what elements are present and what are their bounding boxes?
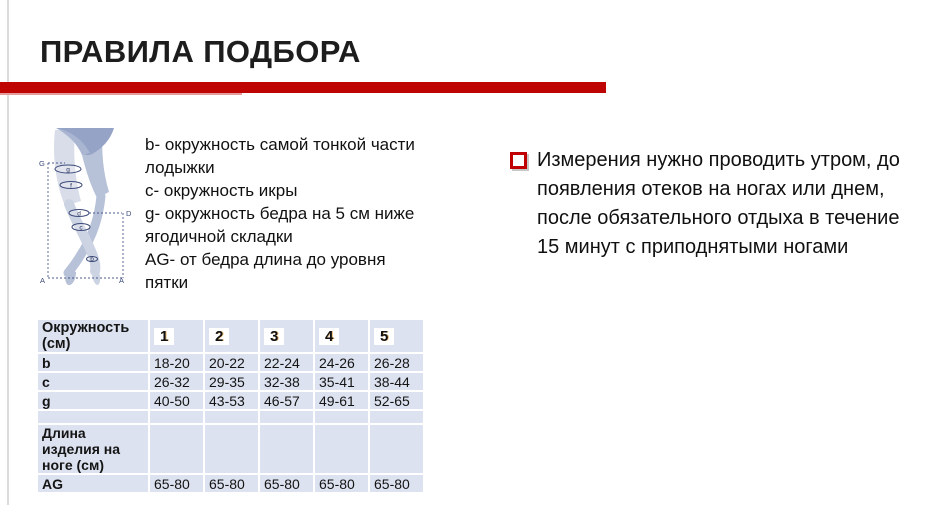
- label-G: G: [39, 159, 45, 168]
- desc-line-ag: AG- от бедра длина до уровня пятки: [145, 250, 386, 292]
- size-chip: 1: [154, 328, 174, 345]
- label-c-band: c: [79, 224, 83, 232]
- red-square-bullet-icon: [510, 152, 527, 169]
- cell: 49-61: [315, 392, 368, 409]
- cell: [315, 411, 368, 423]
- table-row-ag: [38, 475, 423, 492]
- cell: 65-80: [315, 475, 368, 492]
- cell: 22-24: [260, 354, 313, 371]
- cell: 46-57: [260, 392, 313, 409]
- cell: 52-65: [370, 392, 423, 409]
- label-A-right: A: [119, 276, 125, 285]
- label-D: D: [126, 209, 132, 218]
- page-title: ПРАВИЛА ПОДБОРА: [40, 33, 361, 69]
- table-row-g: [38, 392, 423, 409]
- desc-line-b: b- окружность самой тонкой части лодыжки: [145, 135, 415, 177]
- legs-drawing: [54, 128, 114, 285]
- desc-line-g: g- окружность бедра на 5 см ниже ягодичной складки: [145, 204, 415, 246]
- header-size-2: [205, 320, 258, 352]
- row-label: AG: [38, 475, 148, 492]
- table-row-length: [38, 425, 423, 473]
- cell: 29-35: [205, 373, 258, 390]
- size-chip: 4: [319, 328, 339, 345]
- table-spacer-row: [38, 411, 423, 423]
- slide-edge-line: [7, 0, 9, 505]
- size-chip: 5: [374, 328, 394, 345]
- title-accent-bar-secondary: [0, 93, 242, 95]
- label-A-left: A: [40, 276, 46, 285]
- size-chip: 3: [264, 328, 284, 345]
- title-accent-bar: [0, 82, 606, 93]
- label-d-band: d: [77, 210, 81, 218]
- cell: [205, 425, 258, 473]
- size-table: [36, 318, 425, 494]
- cell: [260, 425, 313, 473]
- cell: 65-80: [150, 475, 203, 492]
- header-girth-label: Окружность (см): [38, 320, 148, 352]
- cell: [370, 411, 423, 423]
- cell: 26-28: [370, 354, 423, 371]
- header-size-5: [370, 320, 423, 352]
- cell: [205, 411, 258, 423]
- row-label: c: [38, 373, 148, 390]
- label-f-band: f: [70, 182, 72, 190]
- table-header-row: [38, 320, 423, 352]
- row-label: b: [38, 354, 148, 371]
- cell: [150, 411, 203, 423]
- cell: 40-50: [150, 392, 203, 409]
- cell: 38-44: [370, 373, 423, 390]
- note-text: Измерения нужно проводить утром, до появления отеков на ногах или днем, после обязательного отдыха в течение 15 минут с приподнятыми ногами: [537, 149, 900, 258]
- header-size-4: [315, 320, 368, 352]
- table-row-c: [38, 373, 423, 390]
- cell: [150, 425, 203, 473]
- cell: 20-22: [205, 354, 258, 371]
- size-chip: 2: [209, 328, 229, 345]
- row-label: [38, 411, 148, 423]
- cell: 43-53: [205, 392, 258, 409]
- table-row-b: [38, 354, 423, 371]
- cell: 18-20: [150, 354, 203, 371]
- cell: 65-80: [205, 475, 258, 492]
- desc-line-c: c- окружность икры: [145, 181, 298, 200]
- header-size-3: [260, 320, 313, 352]
- cell: 26-32: [150, 373, 203, 390]
- legs-measurement-illustration: [35, 126, 147, 292]
- measurement-letters: [39, 159, 132, 285]
- cell: [315, 425, 368, 473]
- cell: 35-41: [315, 373, 368, 390]
- cell: 24-26: [315, 354, 368, 371]
- label-g-band: g: [66, 166, 70, 174]
- header-size-1: [150, 320, 203, 352]
- measurement-note: [510, 146, 916, 262]
- cell: [370, 425, 423, 473]
- cell: [260, 411, 313, 423]
- label-b-band: b: [90, 256, 94, 263]
- cell: 65-80: [370, 475, 423, 492]
- cell: 32-38: [260, 373, 313, 390]
- cell: 65-80: [260, 475, 313, 492]
- row-label: Длина изделия на ноге (см): [38, 425, 148, 473]
- measurement-descriptions: [145, 133, 423, 294]
- row-label: g: [38, 392, 148, 409]
